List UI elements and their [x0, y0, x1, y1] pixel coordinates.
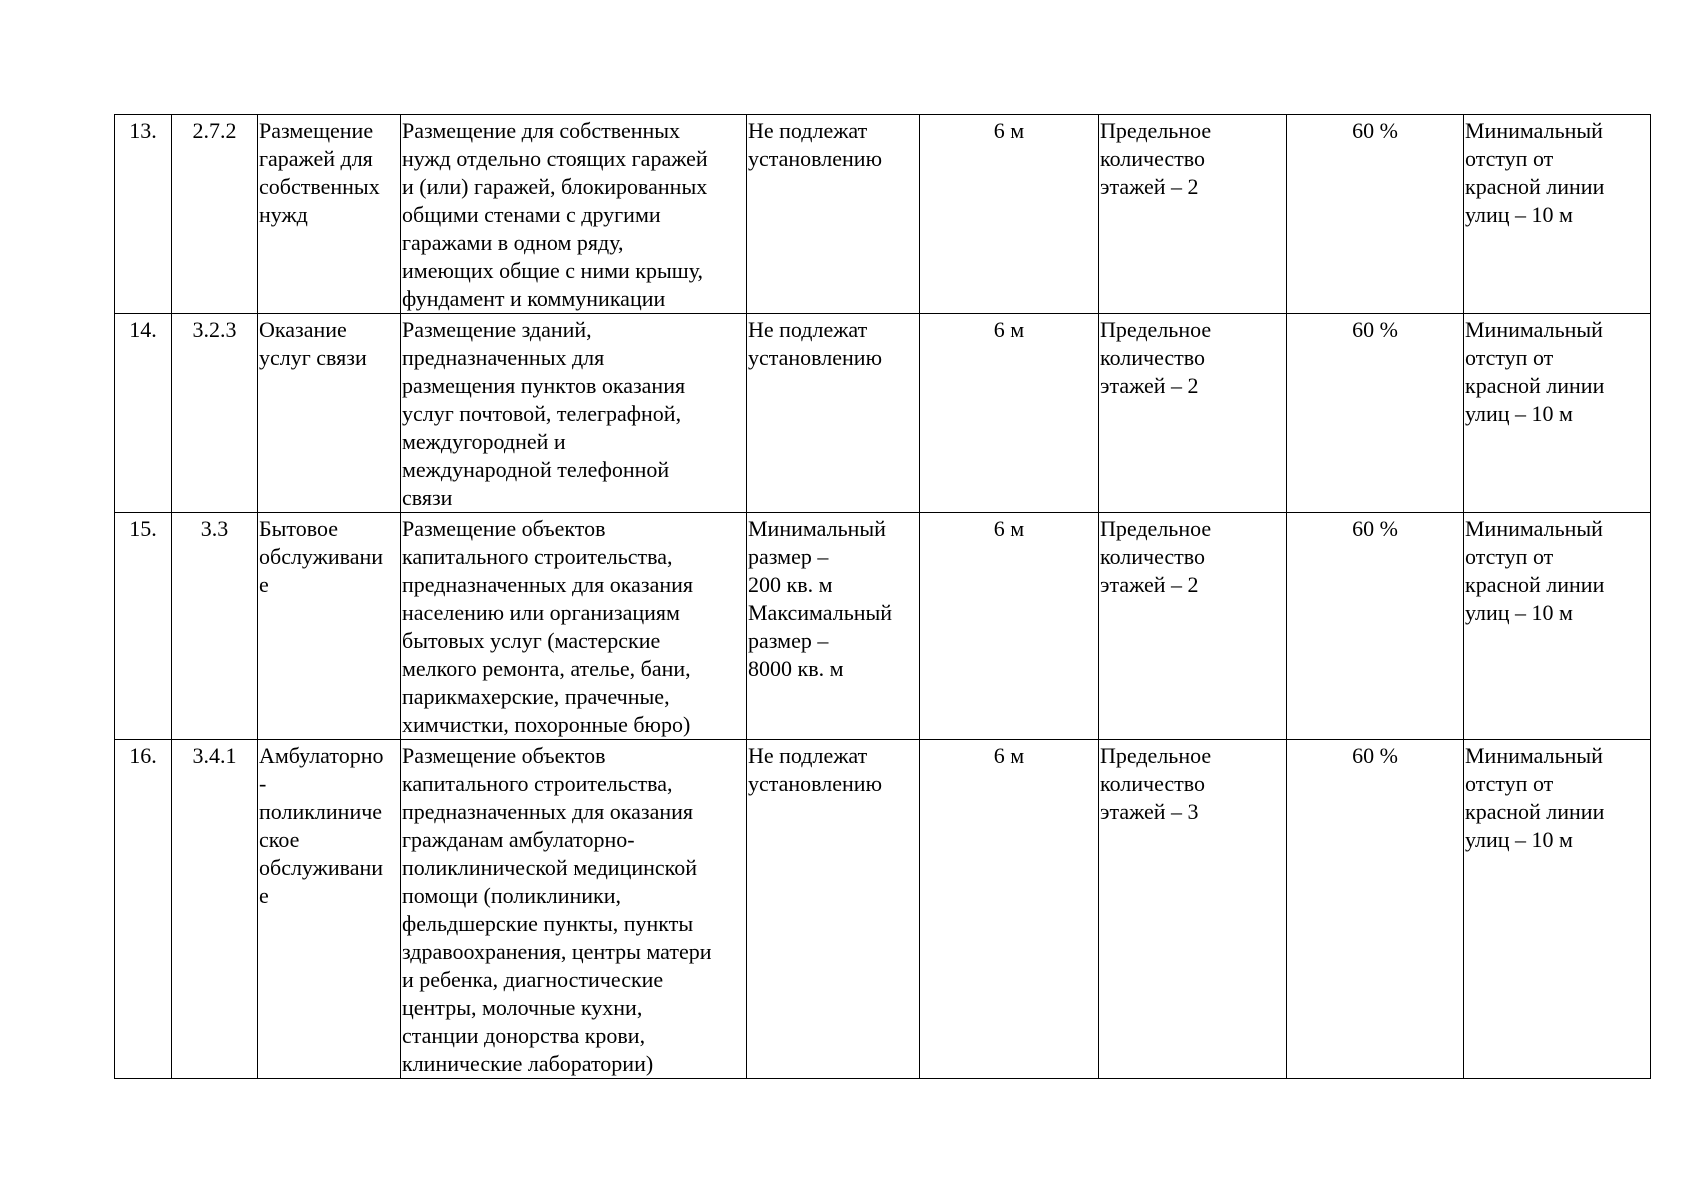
max-floors: Предельное количество этажей – 2 [1099, 513, 1287, 740]
plot-size: Не подлежат установлению [747, 115, 920, 314]
coverage-percent: 60 % [1287, 115, 1464, 314]
use-name: Оказание услуг связи [258, 314, 401, 513]
plot-size: Минимальный размер – 200 кв. м Максимальный размер – 8000 кв. м [747, 513, 920, 740]
max-floors: Предельное количество этажей – 3 [1099, 740, 1287, 1079]
use-code: 3.2.3 [172, 314, 258, 513]
use-code: 3.4.1 [172, 740, 258, 1079]
min-indent: Минимальный отступ от красной линии улиц – 10 м [1464, 314, 1651, 513]
max-height: 6 м [920, 314, 1099, 513]
row-number: 13. [115, 115, 172, 314]
max-height: 6 м [920, 513, 1099, 740]
use-name: Бытовое обслуживани е [258, 513, 401, 740]
plot-size: Не подлежат установлению [747, 740, 920, 1079]
use-description: Размещение зданий, предназначенных для размещения пунктов оказания услуг почтовой, телеграфной, междугородней и международной телефонной связи [401, 314, 747, 513]
min-indent: Минимальный отступ от красной линии улиц – 10 м [1464, 115, 1651, 314]
row-number: 14. [115, 314, 172, 513]
land-use-table [114, 114, 1651, 1079]
row-number: 15. [115, 513, 172, 740]
use-description: Размещение для собственных нужд отдельно стоящих гаражей и (или) гаражей, блокированных общими стенами с другими гаражами в одном ряду, имеющих общие с ними крышу, фундамент и коммуникации [401, 115, 747, 314]
use-code: 3.3 [172, 513, 258, 740]
min-indent: Минимальный отступ от красной линии улиц – 10 м [1464, 513, 1651, 740]
max-height: 6 м [920, 115, 1099, 314]
table-row [115, 513, 1651, 740]
row-number: 16. [115, 740, 172, 1079]
max-floors: Предельное количество этажей – 2 [1099, 115, 1287, 314]
use-name: Размещение гаражей для собственных нужд [258, 115, 401, 314]
table-row [115, 115, 1651, 314]
plot-size: Не подлежат установлению [747, 314, 920, 513]
coverage-percent: 60 % [1287, 740, 1464, 1079]
table-row [115, 740, 1651, 1079]
use-code: 2.7.2 [172, 115, 258, 314]
use-description: Размещение объектов капитального строительства, предназначенных для оказания гражданам амбулаторно- поликлинической медицинской помощи (поликлиники, фельдшерские пункты, пункты здравоохранения, центры матери и ребенка, диагностические центры, молочные кухни, станции донорства крови, клинические лаборатории) [401, 740, 747, 1079]
use-description: Размещение объектов капитального строительства, предназначенных для оказания населению или организациям бытовых услуг (мастерские мелкого ремонта, ателье, бани, парикмахерские, прачечные, химчистки, похоронные бюро) [401, 513, 747, 740]
coverage-percent: 60 % [1287, 314, 1464, 513]
use-name: Амбулаторно - поликлиниче ское обслуживани е [258, 740, 401, 1079]
table-row [115, 314, 1651, 513]
max-height: 6 м [920, 740, 1099, 1079]
coverage-percent: 60 % [1287, 513, 1464, 740]
min-indent: Минимальный отступ от красной линии улиц – 10 м [1464, 740, 1651, 1079]
max-floors: Предельное количество этажей – 2 [1099, 314, 1287, 513]
